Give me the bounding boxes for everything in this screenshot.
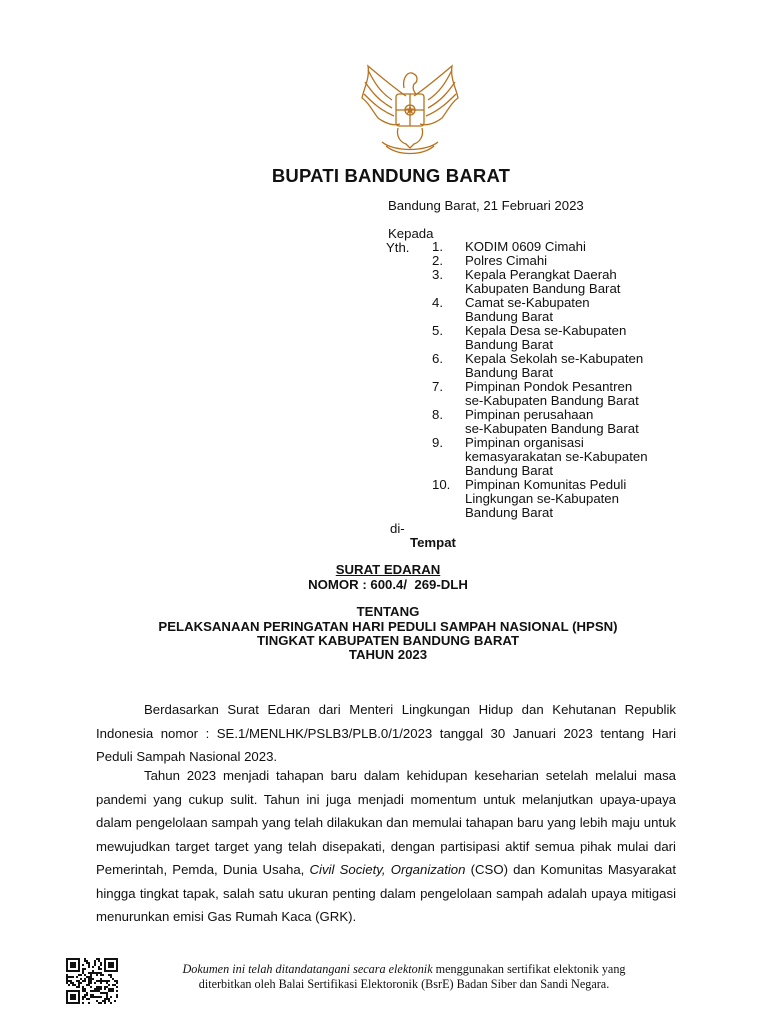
place-date: Bandung Barat, 21 Februari 2023: [388, 198, 584, 213]
recipient-line: Bandung Barat: [465, 337, 553, 352]
recipient-line: Bandung Barat: [465, 505, 553, 520]
doc-number: NOMOR : 600.4/ 269-DLH: [308, 577, 468, 592]
footer-italic: Dokumen ini telah ditandatangani secara elektonik: [182, 962, 433, 976]
tentang-label: TENTANG: [356, 604, 420, 619]
recipient-line: Kepala Sekolah se-Kabupaten: [465, 351, 644, 366]
recipient-line: Camat se-Kabupaten: [465, 295, 590, 310]
recipient-number: 3.: [432, 267, 443, 282]
recipient-line: Bandung Barat: [465, 365, 553, 380]
footer-line2: diterbitkan oleh Balai Sertifikasi Elektoronik (BsrE) Badan Siber dan Sandi Negara.: [198, 977, 610, 991]
recipient-number: 9.: [432, 435, 443, 450]
subject-line-3: TAHUN 2023: [348, 647, 428, 662]
footer-line1-rest: menggunakan sertifikat elektonik yang: [432, 962, 626, 976]
doc-type: SURAT EDARAN: [335, 562, 441, 577]
recipient-number: 8.: [432, 407, 443, 422]
recipient-line: Polres Cimahi: [465, 253, 548, 268]
recipient-line: Kepala Perangkat Daerah: [465, 267, 617, 282]
recipient-number: 6.: [432, 351, 443, 366]
paragraph-2: [96, 764, 676, 929]
recipient-number: 1.: [432, 239, 443, 254]
recipient-line: Kepala Desa se-Kabupaten: [465, 323, 627, 338]
recipient-line: Pimpinan Pondok Pesantren: [465, 379, 633, 394]
recipient-line: Pimpinan organisasi: [465, 435, 584, 450]
recipient-line: KODIM 0609 Cimahi: [465, 239, 586, 254]
paragraph-1: Berdasarkan Surat Edaran dari Menteri Lingkungan Hidup dan Kehutanan Republik Indonesia nomor : SE.1/MENLHK/PSLB3/PLB.0/1/2023 tanggal 30 Januari 2023 tentang Hari Peduli Sampah Nasional 2023.: [96, 702, 676, 764]
paragraph-2-part-b: (CSO) dan Komunitas Masyarakat hingga tingkat tapak, salah satu ukuran penting dalam pengelolaan sampah adalah upaya mitigasi menurunkan emisi Gas Rumah Kaca (GRK).: [96, 862, 677, 924]
recipient-line: Pimpinan Komunitas Peduli: [465, 477, 627, 492]
garuda-emblem-icon: [358, 58, 462, 158]
recipient-line: Bandung Barat: [465, 463, 553, 478]
qr-code-icon[interactable]: [66, 958, 118, 1004]
recipient-number: 10.: [432, 477, 451, 492]
recipient-line: Bandung Barat: [465, 309, 553, 324]
paragraph-2-italic: Civil Society, Organization: [309, 862, 466, 877]
e-signature-footer: [124, 962, 684, 992]
recipient-line: Kabupaten Bandung Barat: [465, 281, 621, 296]
recipient-line: se-Kabupaten Bandung Barat: [465, 393, 639, 408]
recipient-line: Lingkungan se-Kabupaten: [465, 491, 619, 506]
recipient-line: se-Kabupaten Bandung Barat: [465, 421, 639, 436]
recipient-line: kemasyarakatan se-Kabupaten: [465, 449, 648, 464]
recipient-number: 4.: [432, 295, 443, 310]
recipient-line: Pimpinan perusahaan: [465, 407, 594, 422]
recipient-number: 7.: [432, 379, 443, 394]
kepada-label: Kepada: [388, 226, 434, 241]
recipient-number: 2.: [432, 253, 443, 268]
letterhead-title: BUPATI BANDUNG BARAT: [271, 165, 511, 186]
paragraph-2-part-a: Tahun 2023 menjadi tahapan baru dalam kehidupan keseharian setelah melalui masa pandemi yang cukup sulit. Tahun ini juga menjadi momentum untuk melanjutkan upaya-upaya dalam pengelolaan sampah yang telah dilakukan dan memulai tahapan baru yang lebih maju untuk mewujudkan target target yang telah disepakati, dengan partisipasi aktif semua pihak mulai dari Pemerintah, Pemda, Dunia Usaha,: [96, 768, 676, 877]
yth-label: Yth.: [386, 240, 410, 255]
di-label: di-: [390, 521, 405, 536]
subject-line-1: PELAKSANAAN PERINGATAN HARI PEDULI SAMPAH NASIONAL (HPSN): [158, 619, 618, 634]
recipient-number: 5.: [432, 323, 443, 338]
subject-line-2: TINGKAT KABUPATEN BANDUNG BARAT: [256, 633, 519, 648]
tempat-label: Tempat: [410, 535, 456, 550]
